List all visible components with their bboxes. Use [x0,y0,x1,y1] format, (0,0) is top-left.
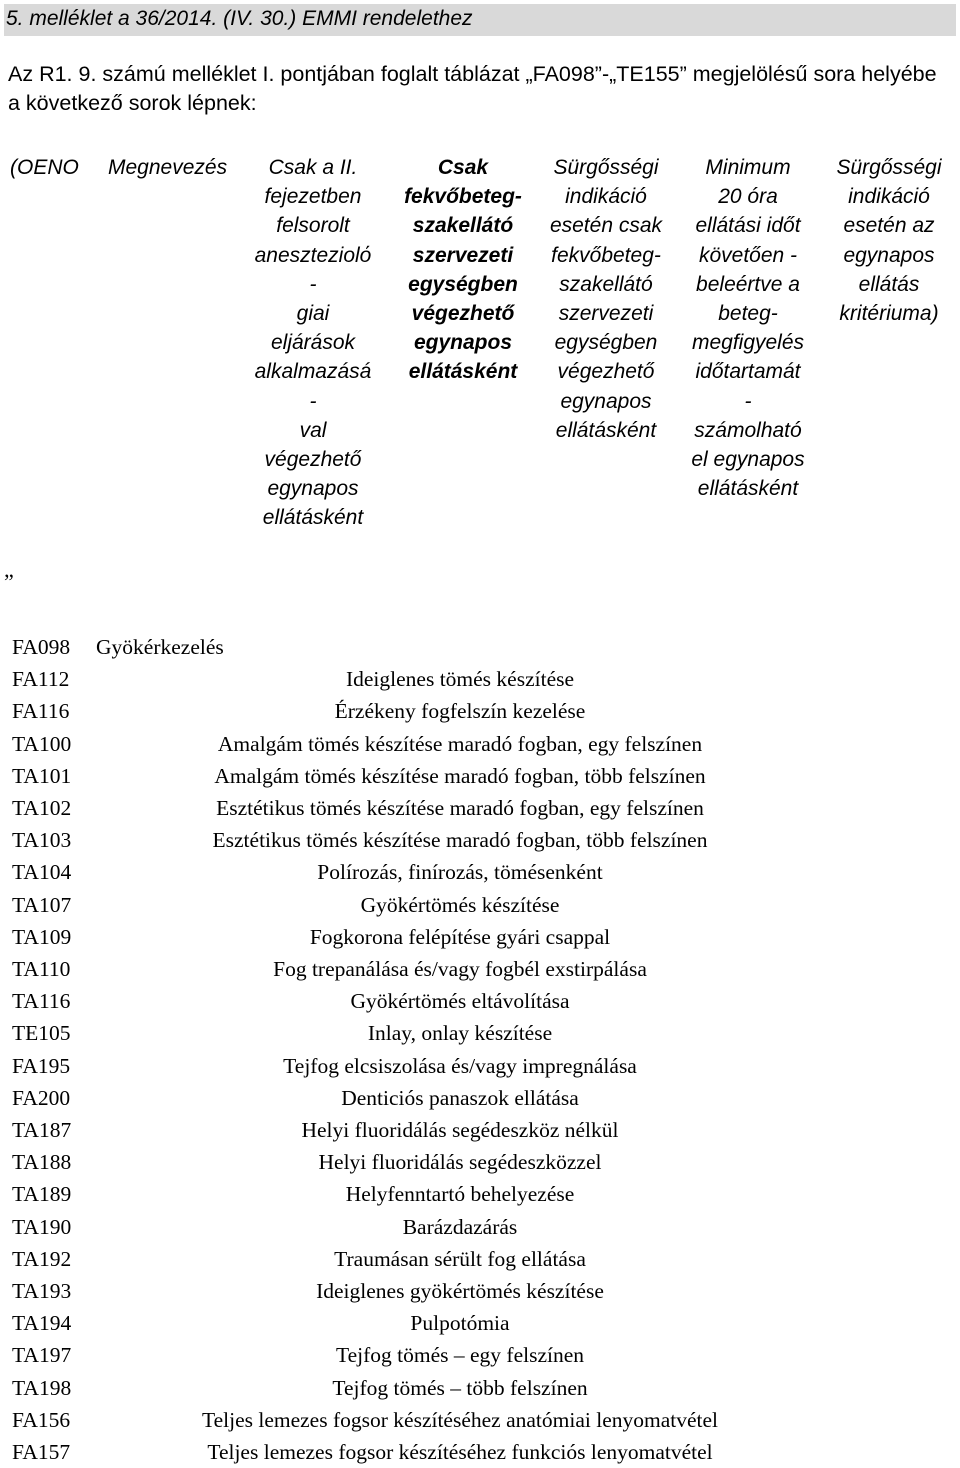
header-line: végezhető [557,360,655,384]
procedure-row [12,695,952,727]
procedure-name: Pulpotómia [410,1311,510,1336]
procedure-name: Amalgám tömés készítése maradó fogban, egy felszínen [217,731,703,756]
header-line: fejezetben [264,185,362,209]
header-line: fekvőbeteg- [551,243,661,267]
procedure-name: Teljes lemezes fogsor készítéséhez anatómiai lenyomatvétel [201,1407,719,1432]
procedure-row [12,760,952,792]
header-line: számolható [694,418,802,442]
procedure-row [12,728,952,760]
procedure-name: Tejfog tömés – egy felszínen [335,1343,585,1368]
procedure-row [12,1307,952,1339]
header-line: - [309,389,317,413]
procedure-row [12,1372,952,1404]
procedure-code: FA195 [12,1053,71,1078]
closing-quote: ” [4,569,14,594]
procedure-code: TA197 [12,1343,72,1368]
procedure-name: Fog trepanálása és/vagy fogbél exstirpálása [273,957,647,981]
procedure-row [12,1275,952,1307]
procedure-code: TA101 [12,763,72,788]
procedure-code: FA116 [12,699,70,724]
header-line: ellátás [858,272,920,296]
procedure-code: FA156 [12,1407,71,1432]
procedure-code: TE105 [12,1021,71,1046]
procedure-code: TA193 [12,1279,72,1303]
procedure-row [12,1050,952,1082]
header-line: egységben [554,331,658,355]
procedure-row [12,953,952,985]
annex-title: 5. melléklet a 36/2014. (IV. 30.) EMMI rendelethez [6,7,473,30]
procedure-row [12,1114,952,1146]
header-megnevezes: Megnevezés [108,156,228,179]
header-line: egységben [408,272,518,296]
procedure-name: Teljes lemezes fogsor készítéséhez funkciós lenyomatvétel [207,1440,713,1464]
procedure-code: TA190 [12,1214,72,1239]
header-line: beleértve a [696,272,800,296]
procedure-code: FA157 [12,1440,71,1464]
procedure-code: TA189 [12,1182,72,1207]
procedure-code: TA187 [12,1118,72,1142]
procedure-row [12,824,952,856]
procedure-name: Fogkorona felépítése gyári csappal [309,924,611,949]
header-line: - [309,272,317,296]
procedure-code: TA102 [12,796,72,820]
procedure-name: Barázdazárás [402,1214,518,1239]
header-line: - [744,389,752,413]
procedure-name: Helyi fluoridálás segédeszközzel [318,1150,602,1175]
procedure-name: Polírozás, finírozás, tömésenként [317,860,603,885]
procedure-code: TA198 [12,1375,72,1400]
procedure-row [12,792,952,824]
procedure-code: TA104 [12,860,72,885]
intro-paragraph: Az R1. 9. számú melléklet I. pontjában foglalt táblázat „FA098”-„TE155” megjelölésű sora helyébe a következő sorok lépnek: [8,62,937,115]
header-line: aneszteziolό [254,243,372,267]
procedure-name: Gyökértömés eltávolítása [350,989,570,1014]
procedure-code: TA116 [12,989,71,1014]
procedure-row [12,1178,952,1210]
header-line: egynapos [843,243,935,267]
header-line: ellátásként [697,477,799,501]
procedure-row [12,985,952,1017]
procedure-row [12,1082,952,1114]
procedure-row [12,1339,952,1371]
procedure-row [12,1436,952,1468]
header-line: val [299,418,327,442]
procedure-name: Esztétikus tömés készítése maradó fogban, egy felszínen [216,796,704,820]
header-inpatient-only [398,153,528,387]
procedure-name: Ideiglenes tömés készítése [345,667,575,692]
procedure-row [12,1211,952,1243]
procedure-row [12,1017,952,1049]
header-line: ellátásként [262,506,364,530]
procedure-code: TA100 [12,731,72,756]
header-line: végezhető [411,302,515,326]
procedure-name: Tejfog tömés – több felszínen [332,1375,588,1400]
procedure-code: TA194 [12,1311,72,1336]
header-line: el egynapos [691,448,805,472]
header-line: Csak [437,156,489,179]
procedure-name: Tejfog elcsiszolása és/vagy impregnálása [283,1053,637,1078]
header-line: végezhető [264,448,362,472]
procedure-code: TA192 [12,1246,72,1271]
procedure-code: TA103 [12,828,72,853]
header-urgent-criteria [822,153,956,328]
procedure-code: TA188 [12,1150,72,1175]
header-line: 20 óra [718,185,778,209]
procedure-row [12,663,952,695]
header-line: felsorolt [276,214,350,238]
header-line: megfigyelés [691,331,805,355]
procedure-name: Helyi fluoridálás segédeszköz nélkül [301,1118,619,1142]
procedure-code: FA200 [12,1085,71,1110]
header-line: eljárások [270,331,356,355]
header-line: egynapos [413,331,513,355]
procedure-name: Gyökértömés készítése [360,892,560,917]
header-line: egynapos [560,389,652,413]
procedure-name: Traumásan sérült fog ellátása [334,1246,586,1271]
procedure-code: TA110 [12,957,71,981]
procedure-row [12,1243,952,1275]
procedure-name: Érzékeny fogfelszín kezelése [334,699,586,724]
procedure-row [12,1146,952,1178]
header-anaesthesia-procedures [248,153,378,533]
header-line: Minimum [705,156,791,179]
header-line: esetén csak [549,214,663,238]
procedure-name: Denticiós panaszok ellátása [341,1085,579,1110]
procedure-name: Amalgám tömés készítése maradó fogban, több felszínen [214,763,706,788]
header-urgent-inpatient [540,153,672,445]
header-line: egynapos [267,477,359,501]
procedure-name: Helyfenntartó behelyezése [345,1182,575,1207]
header-line: indikáció [565,185,647,209]
header-line: szervezeti [558,302,654,326]
header-line: kritériuma) [839,302,939,326]
header-line: ellátási időt [695,214,801,238]
procedure-row [12,631,952,663]
procedure-row [12,856,952,888]
header-line: indikáció [848,185,930,209]
header-line: időtartamát [695,360,801,384]
header-line: követően - [698,243,798,267]
header-line: Sürgősségi [553,156,659,179]
header-line: beteg- [718,302,778,326]
procedure-name: Ideiglenes gyökértömés készítése [316,1279,604,1303]
header-line: szakellátó [412,214,514,238]
header-line: fekvőbeteg- [404,185,522,209]
header-line: szakellátó [559,272,653,296]
header-minimum-20-hours [680,153,816,503]
procedure-code: FA098 [12,635,71,659]
document-banner [4,4,956,36]
header-line: Sürgősségi [836,156,942,179]
procedure-row [12,921,952,953]
header-line: szervezeti [412,243,514,267]
header-line: alkalmazásá [254,360,372,384]
header-line: Csak a II. [268,156,358,179]
procedure-row [12,889,952,921]
procedure-row [12,1404,952,1436]
header-line: giai [296,302,330,326]
procedure-code: TA109 [12,924,72,949]
procedure-name: Gyökérkezelés [96,635,224,659]
header-line: ellátásként [408,360,518,384]
procedure-code: FA112 [12,667,70,692]
header-line: ellátásként [555,418,657,442]
procedure-name: Inlay, onlay készítése [367,1021,553,1046]
procedure-name: Esztétikus tömés készítése maradó fogban, több felszínen [212,828,708,853]
header-line: esetén az [843,214,935,238]
header-oeno: (OENO [10,156,79,179]
procedure-code: TA107 [12,892,72,917]
